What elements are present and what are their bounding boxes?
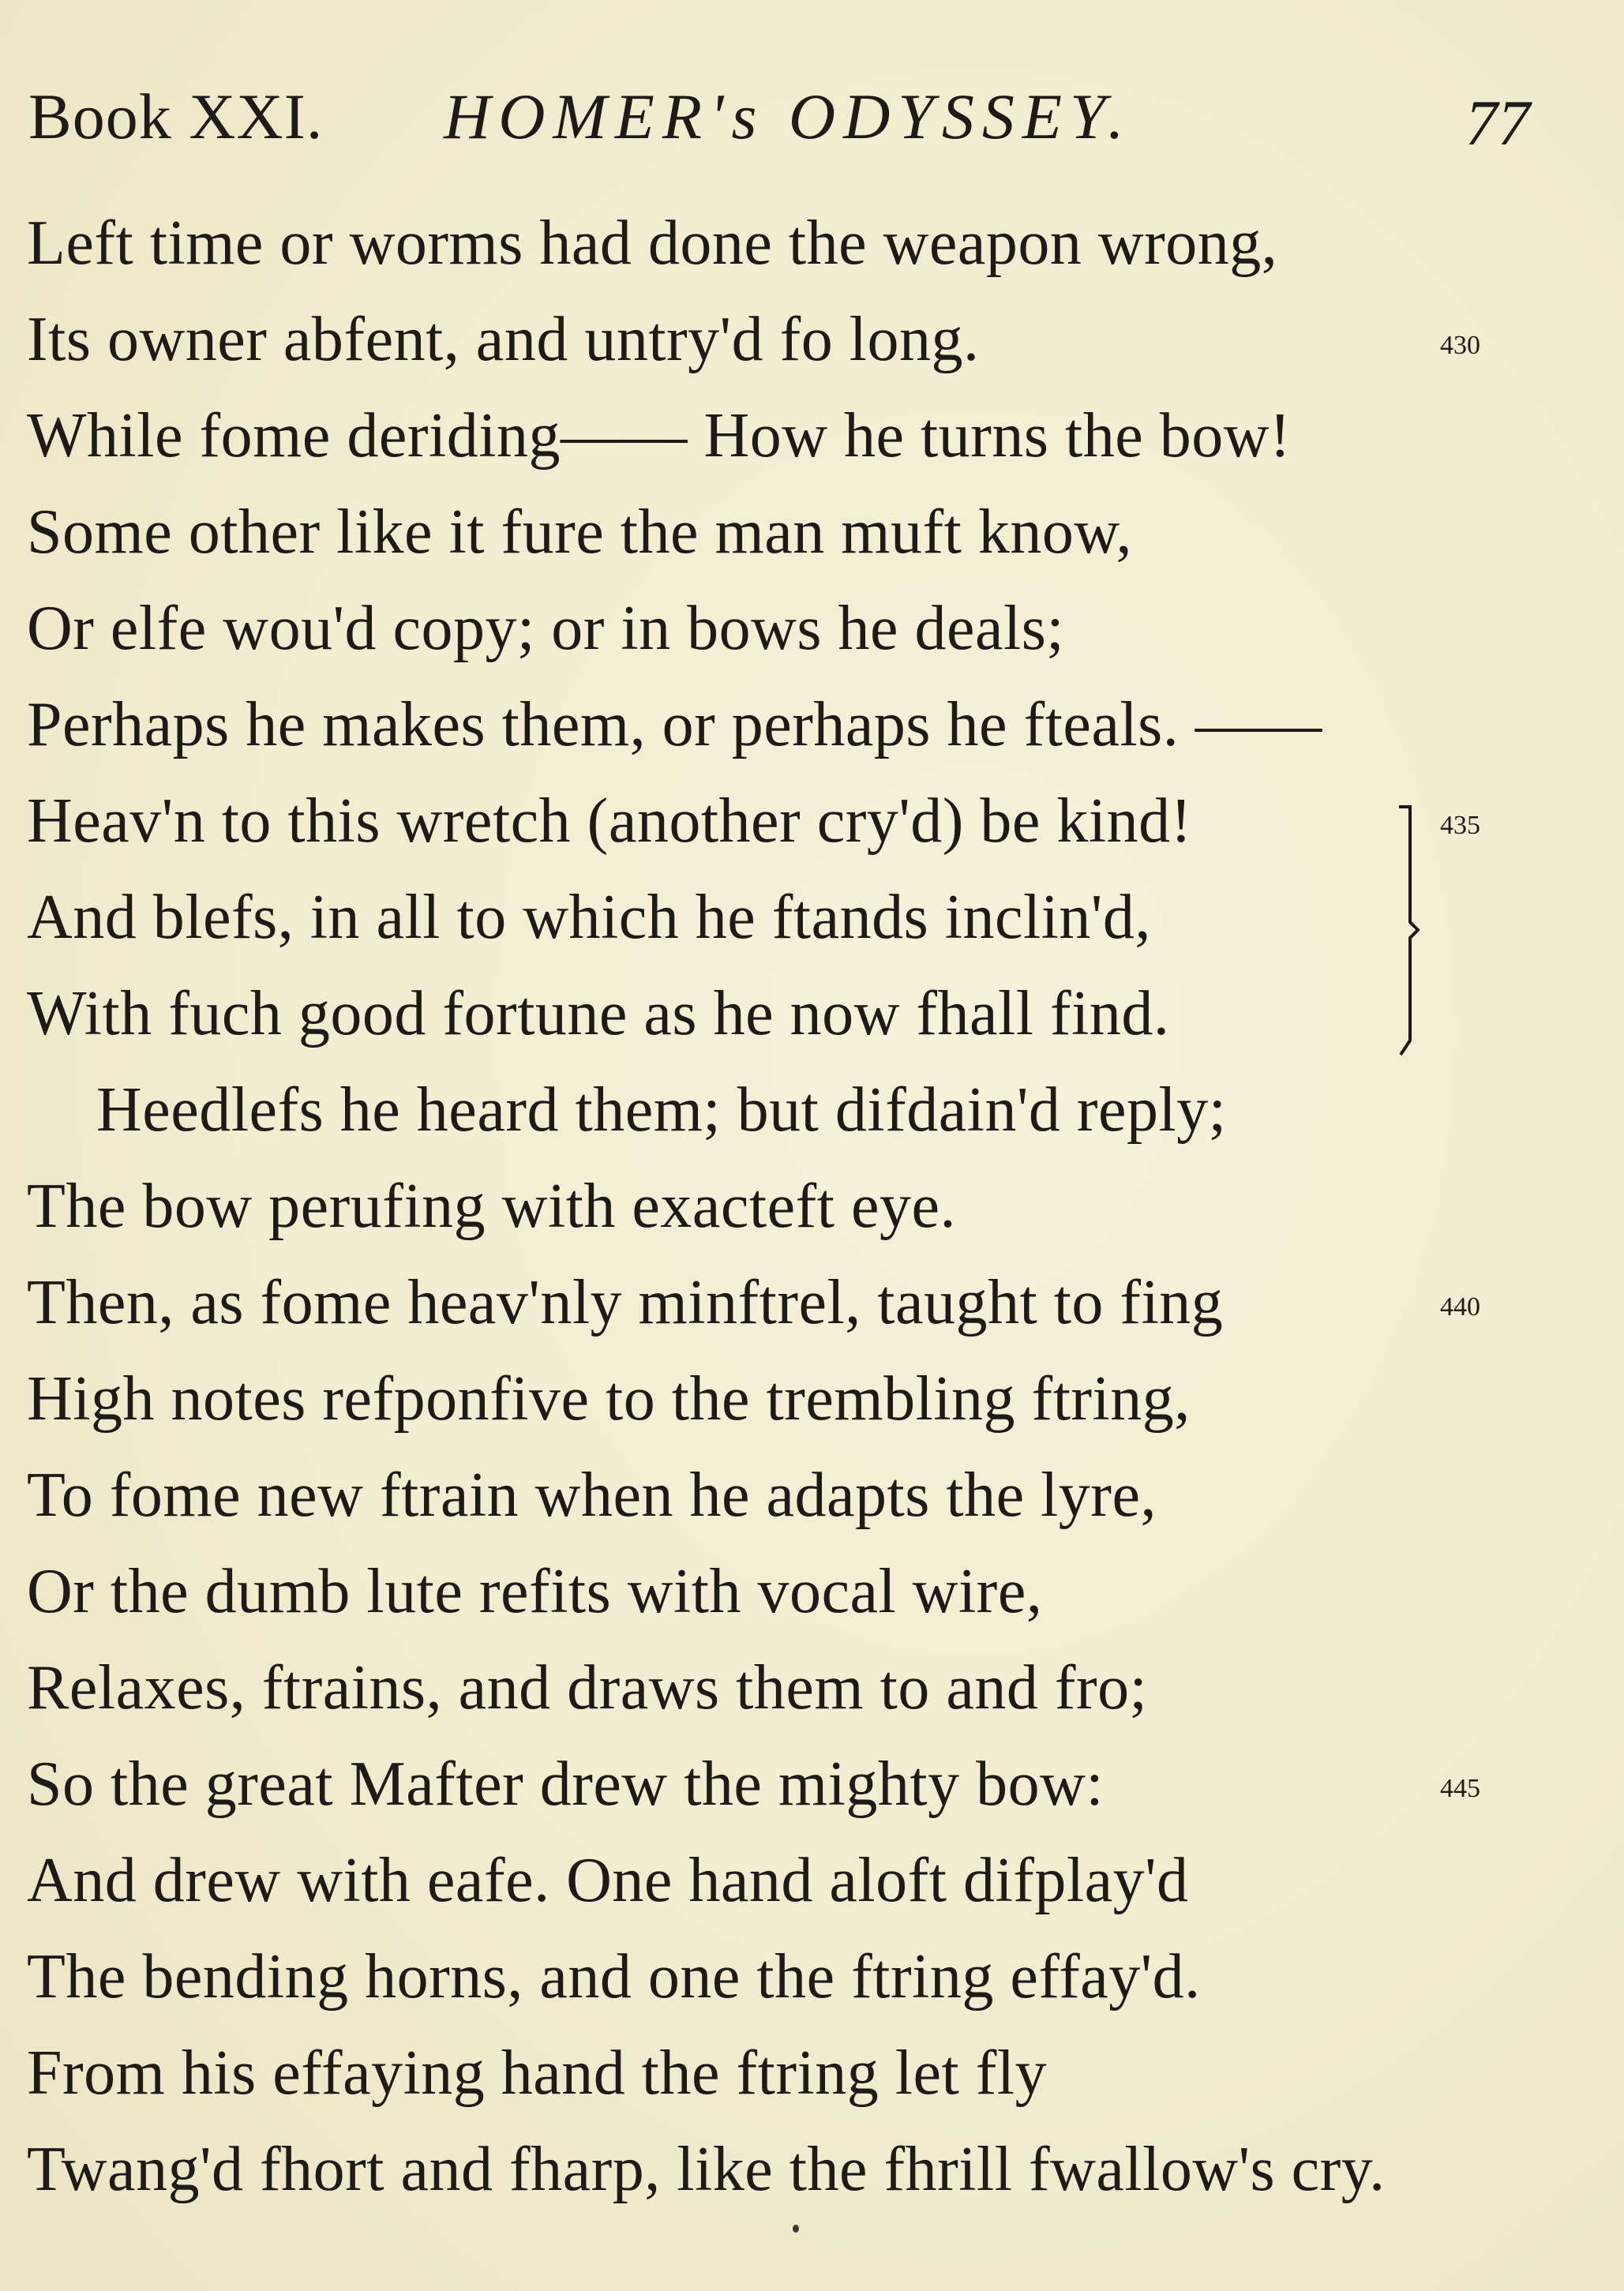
line-number: 430 [1440,331,1480,360]
line-number: 435 [1440,811,1480,840]
verse-line: High notes refponfive to the trembling ftring, [27,1364,1191,1434]
line-number: 445 [1440,1774,1480,1803]
verse-line: Its owner abfent, and untry'd fo long. [27,305,980,374]
verse-line: The bow perufing with exacteft eye. [27,1172,957,1241]
verse-line: Heav'n to this wretch (another cry'd) be kind! [27,786,1192,856]
verse-line: The bending horns, and one the ftring effay'd. [27,1942,1201,2012]
verse-line: And blefs, in all to which he ftands inclin'd, [27,883,1151,952]
verse-line: Or elfe wou'd copy; or in bows he deals; [27,594,1065,663]
verse-line: From his effaying hand the ftring let fly [27,2038,1048,2108]
verse-line: Or the dumb lute refits with vocal wire, [27,1557,1043,1626]
verse-line: Perhaps he makes them, or perhaps he fteals. —— [27,690,1322,759]
verse-line: So the great Mafter drew the mighty bow: [27,1749,1105,1819]
verse-line: With fuch good fortune as he now fhall find. [27,979,1170,1048]
verse-line: Heedlefs he heard them; but difdain'd reply; [96,1075,1227,1145]
verse-line: To fome new ftrain when he adapts the lyre, [27,1460,1157,1530]
page-number: 77 [1465,87,1530,159]
verse-line: Left time or worms had done the weapon wrong, [27,208,1278,278]
triplet-brace-icon [1383,804,1438,1058]
ink-speck [793,2225,799,2233]
verse-line: Relaxes, ftrains, and draws them to and fro; [27,1653,1148,1723]
verse-line: And drew with eafe. One hand aloft difplay'd [27,1846,1189,1915]
verse-line: Some other like it fure the man muft know, [27,497,1132,567]
book-label: Book XXI. [28,81,324,152]
work-title: HOMER's ODYSSEY. [444,81,1132,152]
running-header [28,69,1544,164]
verse-line: While fome deriding—— How he turns the bow! [27,401,1292,471]
verse-line: Twang'd fhort and fharp, like the fhrill fwallow's cry. [27,2135,1386,2204]
line-number: 440 [1440,1292,1480,1322]
verse-line: Then, as fome heav'nly minftrel, taught to fing [27,1268,1224,1337]
